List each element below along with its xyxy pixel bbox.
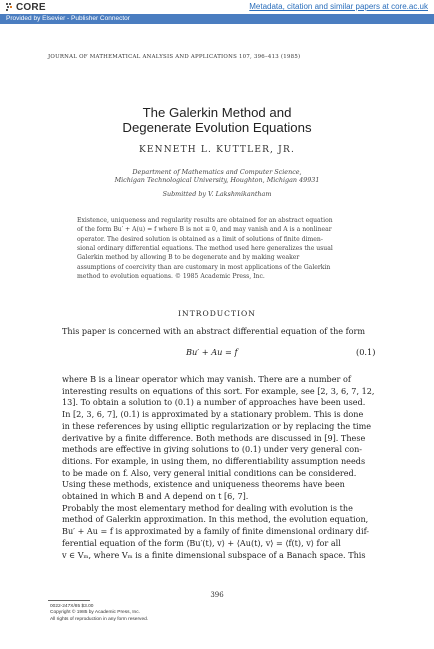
abstract-line: sional ordinary differential equations. The method used here generalizes the usual [77,245,333,253]
page-number: 396 [210,591,224,599]
copyright-footer [50,604,148,623]
body-line: Using these methods, existence and uniqueness theorems have been [62,479,345,490]
title-line-1: The Galerkin Method and [142,105,292,120]
provided-by-text[interactable]: Provided by Elsevier - Publisher Connector [6,15,130,22]
equation-number: (0.1) [356,347,376,357]
body-line: Bu′ + Au = f is approximated by a family of finite dimensional ordinary dif- [62,526,370,537]
body-line: obtained in which B and A depend on t [6, 7]. [62,491,249,502]
body-line: This paper is concerned with an abstract differential equation of the form [62,326,366,336]
metadata-link[interactable]: Metadata, citation and similar papers at core.ac.uk [249,2,428,11]
author-name: KENNETH L. KUTTLER, JR. [138,145,296,155]
title-line-2: Degenerate Evolution Equations [122,120,312,135]
body-line: derivative by a finite difference. Both methods are discussed in [9]. These [62,432,366,443]
submitted-by: Submitted by V. Lakshmikantham [162,190,272,198]
abstract-line: Galerkin method by allowing B to be degenerate and by making weaker [77,254,300,262]
abstract-line: method to evolution equations. © 1985 Academic Press, Inc. [77,273,265,281]
core-banner [0,0,434,14]
body-text [62,374,374,561]
core-logo-text: CORE [16,2,46,13]
body-line: Probably the most elementary method for dealing with evolution is the [62,502,353,513]
body-line: methods are effective in giving solutions to (0.1) under very general con- [62,444,363,455]
body-line: ditions. For example, in using them, no differentiability assumption needs [62,455,366,466]
core-logo[interactable] [5,1,46,14]
affiliation-line-2: Michigan Technological University, Houghton, Michigan 49931 [114,176,320,184]
abstract-line: Existence, uniqueness and regularity results are obtained for an abstract equation [77,217,333,224]
body-line: interesting results on equations of this sort. For example, see [2, 3, 6, 7, 12, [62,385,375,396]
equation-expression: Bu′ + Au = f [186,347,238,357]
abstract-line: of the form Bu′ + A(u) = f where B is not ≡ 0, and may vanish and A is a nonlinear [77,226,332,234]
abstract-line: operator. The desired solution is obtained as a limit of solutions of finite dimen- [77,235,323,243]
intro-paragraph [62,326,374,338]
footer-line: 0022-247X/85 $3.00 [50,604,94,609]
footer-rule [48,600,90,601]
body-line: where B is a linear operator which may vanish. There are a number of [62,374,351,384]
footer-line: All rights of reproduction in any form reserved. [50,616,149,622]
provider-bar [0,14,434,24]
body-line: 13]. To obtain a solution to (0.1) a number of approaches have been used. [62,397,366,408]
footer-line: Copyright © 1985 by Academic Press, Inc. [50,610,140,616]
abstract [77,216,359,281]
core-logo-icon [5,2,14,13]
body-line: to be made on f. Also, very general initial conditions can be considered. [62,467,357,478]
body-line: ferential equation of the form ⟨Bu′(t), v⟩ + ⟨Au(t), v⟩ = ⟨f(t), v⟩ for all [62,537,341,548]
body-line: In [2, 3, 6, 7], (0.1) is approximated by a stationary problem. This is done [62,409,364,420]
body-line: method of Galerkin approximation. In this method, the evolution equation, [62,514,369,525]
abstract-line: assumptions of coercivity than are customary in most applications of the Galerkin [77,263,331,271]
section-heading: INTRODUCTION [178,309,256,318]
affiliation-line-1: Department of Mathematics and Computer Science, [132,168,302,176]
journal-header: JOURNAL OF MATHEMATICAL ANALYSIS AND APPLICATIONS 107, 396–413 (1985) [48,54,301,60]
body-line: v ∈ Vₘ, where Vₘ is a finite dimensional subspace of a Banach space. This [62,549,366,560]
body-line: in these references by using elliptic regularization or by replacing the time [62,420,372,431]
